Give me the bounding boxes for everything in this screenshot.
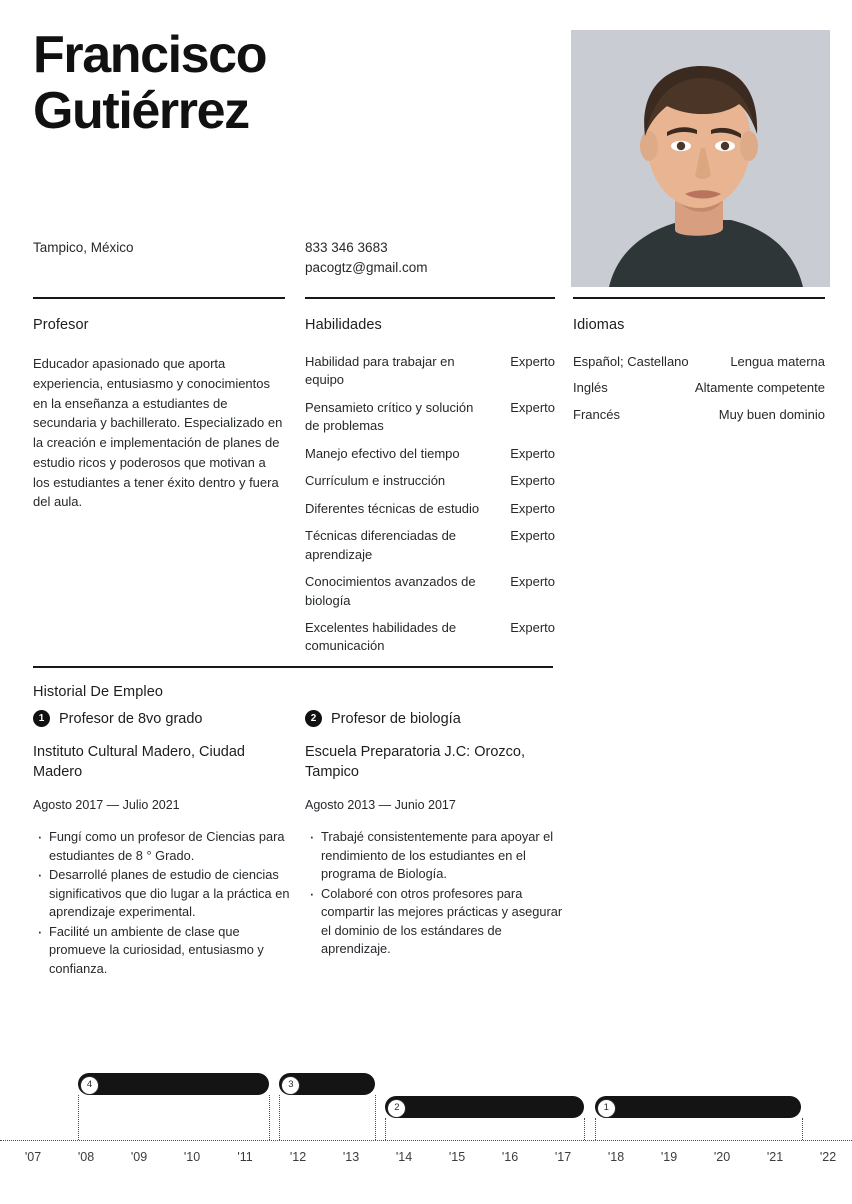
timeline-tick-label: '08 [77,1150,95,1164]
avatar [571,30,830,287]
job-index-badge: 2 [305,710,322,727]
list-item: · Trabajé consistentemente para apoyar el rendimiento de los estudiantes en el programa de Biología. [305,828,563,884]
page-title [33,28,553,139]
list-item: · Fungí como un profesor de Ciencias para estudiantes de 8 ° Grado. [33,828,291,865]
timeline-tick-label: '22 [819,1150,837,1164]
language-row [573,379,825,397]
timeline-bar-badge: 2 [387,1099,406,1118]
job-responsibility-list [305,828,563,959]
candidate-name [33,28,553,139]
contact-phone: 833 346 3683 [305,240,388,255]
timeline-bar-badge: 1 [597,1099,616,1118]
skill-row [305,527,555,564]
timeline-tick-label: '14 [395,1150,413,1164]
job-organization: Instituto Cultural Madero, Ciudad Madero [33,744,245,780]
skill-name: Conocimientos avanzados de biología [305,574,476,608]
contact-block [305,238,555,279]
list-item: · Facilité un ambiente de clase que promueve la curiosidad, entusiasmo y confianza. [33,923,291,979]
skill-level: Experto [510,619,555,635]
job-title: Profesor de biología [331,710,461,727]
job-dates: Agosto 2013 — Junio 2017 [305,798,456,812]
language-name: Francés [573,406,620,422]
candidate-first-name: Francisco [33,26,267,84]
timeline-tick-label: '12 [289,1150,307,1164]
skill-level: Experto [510,473,555,489]
employment-entry [305,710,563,960]
skill-level: Experto [510,399,555,415]
timeline-tick-label: '19 [660,1150,678,1164]
timeline-drop-line [385,1118,386,1140]
timeline-tick-label: '21 [766,1150,784,1164]
skill-name: Currículum e instrucción [305,473,446,489]
skills-list [305,353,555,665]
timeline-tick-label: '17 [554,1150,572,1164]
timeline-tick-label: '09 [130,1150,148,1164]
timeline-tick-label: '10 [183,1150,201,1164]
skill-row [305,619,555,656]
language-level: Lengua materna [730,354,825,369]
timeline-drop-line [584,1118,585,1140]
timeline-tick-label: '20 [713,1150,731,1164]
divider-languages [573,297,825,299]
timeline-drop-line [78,1095,79,1140]
list-item: · Colaboré con otros profesores para compartir las mejores prácticas y asegurar el dominio de los estándares de aprendizaje. [305,885,563,959]
job-header [305,710,563,727]
timeline-bar [595,1096,802,1118]
skill-name: Manejo efectivo del tiempo [305,445,460,461]
divider-profile [33,297,285,299]
skill-name: Diferentes técnicas de estudio [305,500,480,516]
job-responsibility-list [33,828,291,978]
skill-level: Experto [510,574,555,590]
language-row [573,353,825,371]
timeline-bar [385,1096,584,1118]
section-title-skills: Habilidades [305,317,382,333]
job-header [33,710,291,727]
skill-level: Experto [510,528,555,544]
skill-row [305,573,555,610]
language-name: Inglés [573,380,608,396]
divider-employment [33,666,553,668]
timeline-drop-line [802,1118,803,1140]
skill-name: Habilidad para trabajar en equipo [305,354,455,388]
divider-skills [305,297,555,299]
timeline-tick-label: '18 [607,1150,625,1164]
section-title-profile: Profesor [33,317,89,333]
contact-email: pacogtz@gmail.com [305,260,428,276]
timeline-tick-label: '16 [501,1150,519,1164]
employment-entry [33,710,291,979]
timeline-bar [78,1073,269,1095]
skill-name: Técnicas diferenciadas de aprendizaje [305,528,457,562]
skill-row [305,353,555,390]
skill-level: Experto [510,500,555,516]
skill-level: Experto [510,354,555,369]
timeline-drop-line [595,1118,596,1140]
language-name: Español; Castellano [573,354,689,369]
section-title-employment: Historial De Empleo [33,684,164,700]
timeline-tick-labels [0,1150,852,1180]
skill-row [305,472,555,490]
candidate-last-name: Gutiérrez [33,81,249,140]
employment-timeline-chart [0,1055,852,1195]
skill-name: Pensamieto crítico y solución de problemas [305,399,474,434]
skill-level: Experto [510,445,555,461]
contact-location: Tampico, México [33,240,134,255]
timeline-tick-label: '13 [342,1150,360,1164]
job-title: Profesor de 8vo grado [59,710,203,727]
list-item: · Desarrollé planes de estudio de ciencias significativos que dio lugar a la práctica en aprendizaje experimental. [33,866,291,922]
profile-summary: Educador apasionado que aporta experiencia, entusiasmo y conocimientos en la enseñanza a estudiantes de secundaria y bachillerato. Especializado en la creación e implementación de planes de estudio ricos y poderosos que motivan a los estudiantes a tener éxito dentro y fuera del aula. [33,356,283,510]
job-organization: Escuela Preparatoria J.C: Orozco, Tampico [305,744,526,780]
languages-list [573,353,825,432]
language-level: Muy buen dominio [718,406,825,422]
timeline-axis [0,1140,852,1141]
job-index-badge: 1 [33,710,50,727]
timeline-tick-label: '11 [237,1150,253,1164]
portrait-illustration [571,30,830,287]
timeline-tick-label: '07 [24,1150,42,1164]
timeline-drop-line [279,1095,280,1140]
skill-row [305,445,555,463]
timeline-bar-badge: 4 [80,1076,99,1095]
language-row [573,406,825,424]
skill-row [305,399,555,436]
timeline-drop-line [269,1095,270,1140]
language-level: Altamente competente [694,380,825,396]
timeline-drop-line [375,1095,376,1140]
skill-row [305,500,555,518]
job-dates: Agosto 2017 — Julio 2021 [33,798,180,812]
section-title-languages: Idiomas [573,317,625,333]
timeline-tick-label: '15 [448,1150,466,1164]
timeline-bar-badge: 3 [281,1076,300,1095]
skill-name: Excelentes habilidades de comunicación [305,619,457,654]
